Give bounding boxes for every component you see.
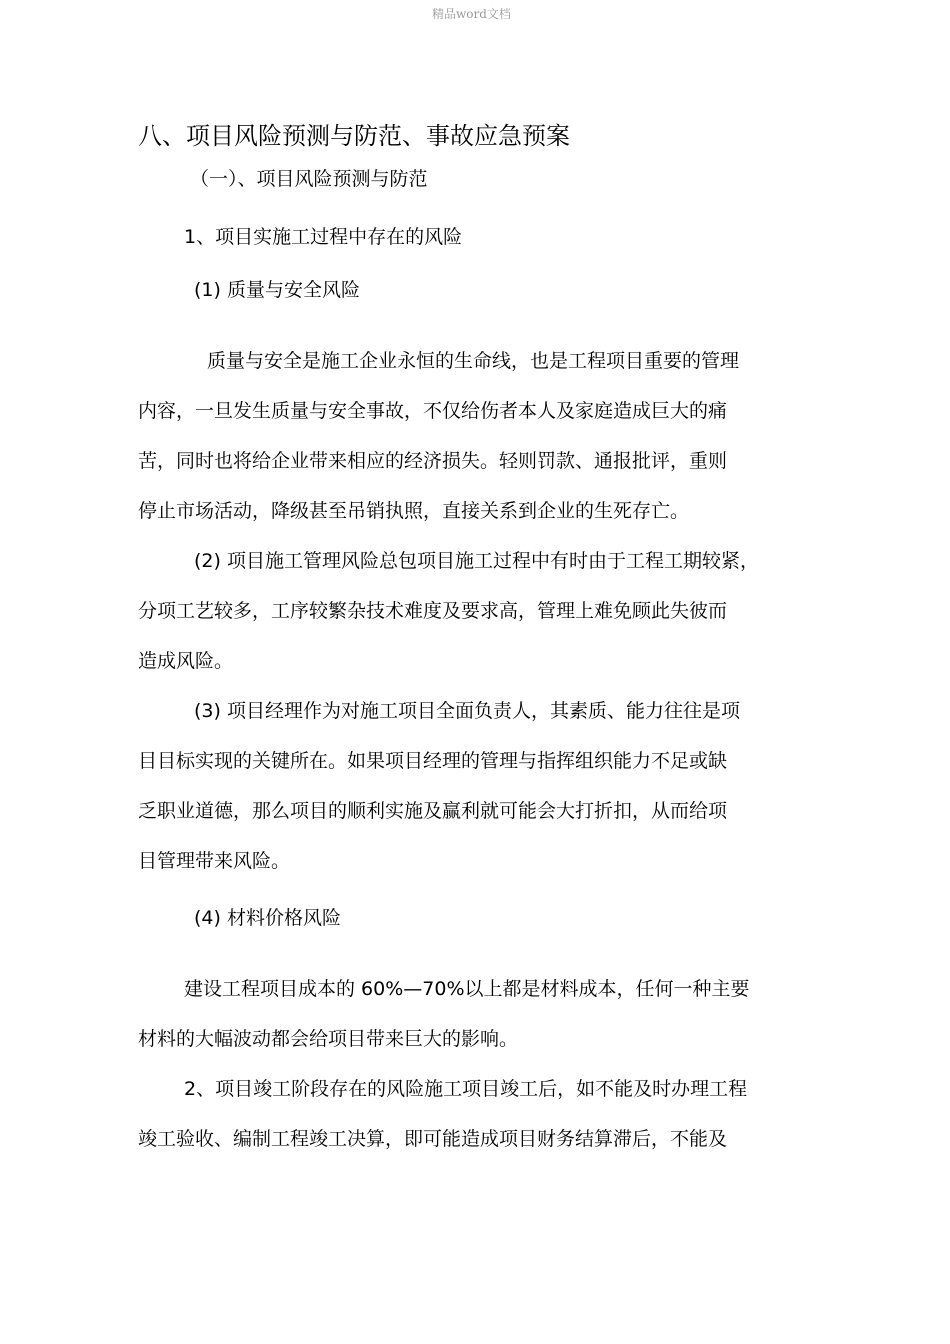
paragraph-line: 2、项目竣工阶段存在的风险施工项目竣工后，如不能及时办理工程 [184,1078,748,1100]
paragraph-line: 苦，同时也将给企业带来相应的经济损失。轻则罚款、通报批评，重则 [138,450,728,472]
subitem-title: (1) 质量与安全风险 [194,279,360,301]
paragraph-line: (3) 项目经理作为对施工项目全面负责人，其素质、能力往往是项 [194,700,740,722]
subitem-title: (4) 材料价格风险 [194,907,341,929]
section-heading: 八、项目风险预测与防范、事故应急预案 [138,122,570,150]
paragraph-line: 分项工艺较多，工序较繁杂技术难度及要求高，管理上难免顾此失彼而 [138,600,728,622]
paragraph-line: 停止市场活动，降级甚至吊销执照，直接关系到企业的生死存亡。 [138,500,690,522]
paragraph-line: 材料的大幅波动都会给项目带来巨大的影响。 [138,1028,519,1050]
item-title: 1、项目实施工过程中存在的风险 [184,226,463,248]
paragraph-line: 造成风险。 [138,650,234,672]
paragraph-line: (2) 项目施工管理风险总包项目施工过程中有时由于工程工期较紧， [194,550,759,572]
paragraph-line: 竣工验收、编制工程竣工决算，即可能造成项目财务结算滞后，不能及 [138,1128,728,1150]
paragraph-line: 建设工程项目成本的 60%—70%以上都是材料成本，任何一种主要 [184,978,750,1000]
subsection-title: （一）、项目风险预测与防范 [190,168,428,190]
paragraph-line: 目管理带来风险。 [138,850,291,872]
paragraph-line: 目目标实现的关键所在。如果项目经理的管理与指挥组织能力不足或缺 [138,750,728,772]
paragraph-line: 质量与安全是施工企业永恒的生命线，也是工程项目重要的管理 [207,350,740,372]
watermark-text: 精品word文档 [432,7,511,21]
paragraph-line: 内容，一旦发生质量与安全事故，不仅给伤者本人及家庭造成巨大的痛 [138,400,728,422]
paragraph-line: 乏职业道德，那么项目的顺利实施及赢利就可能会大打折扣，从而给项 [138,800,728,822]
